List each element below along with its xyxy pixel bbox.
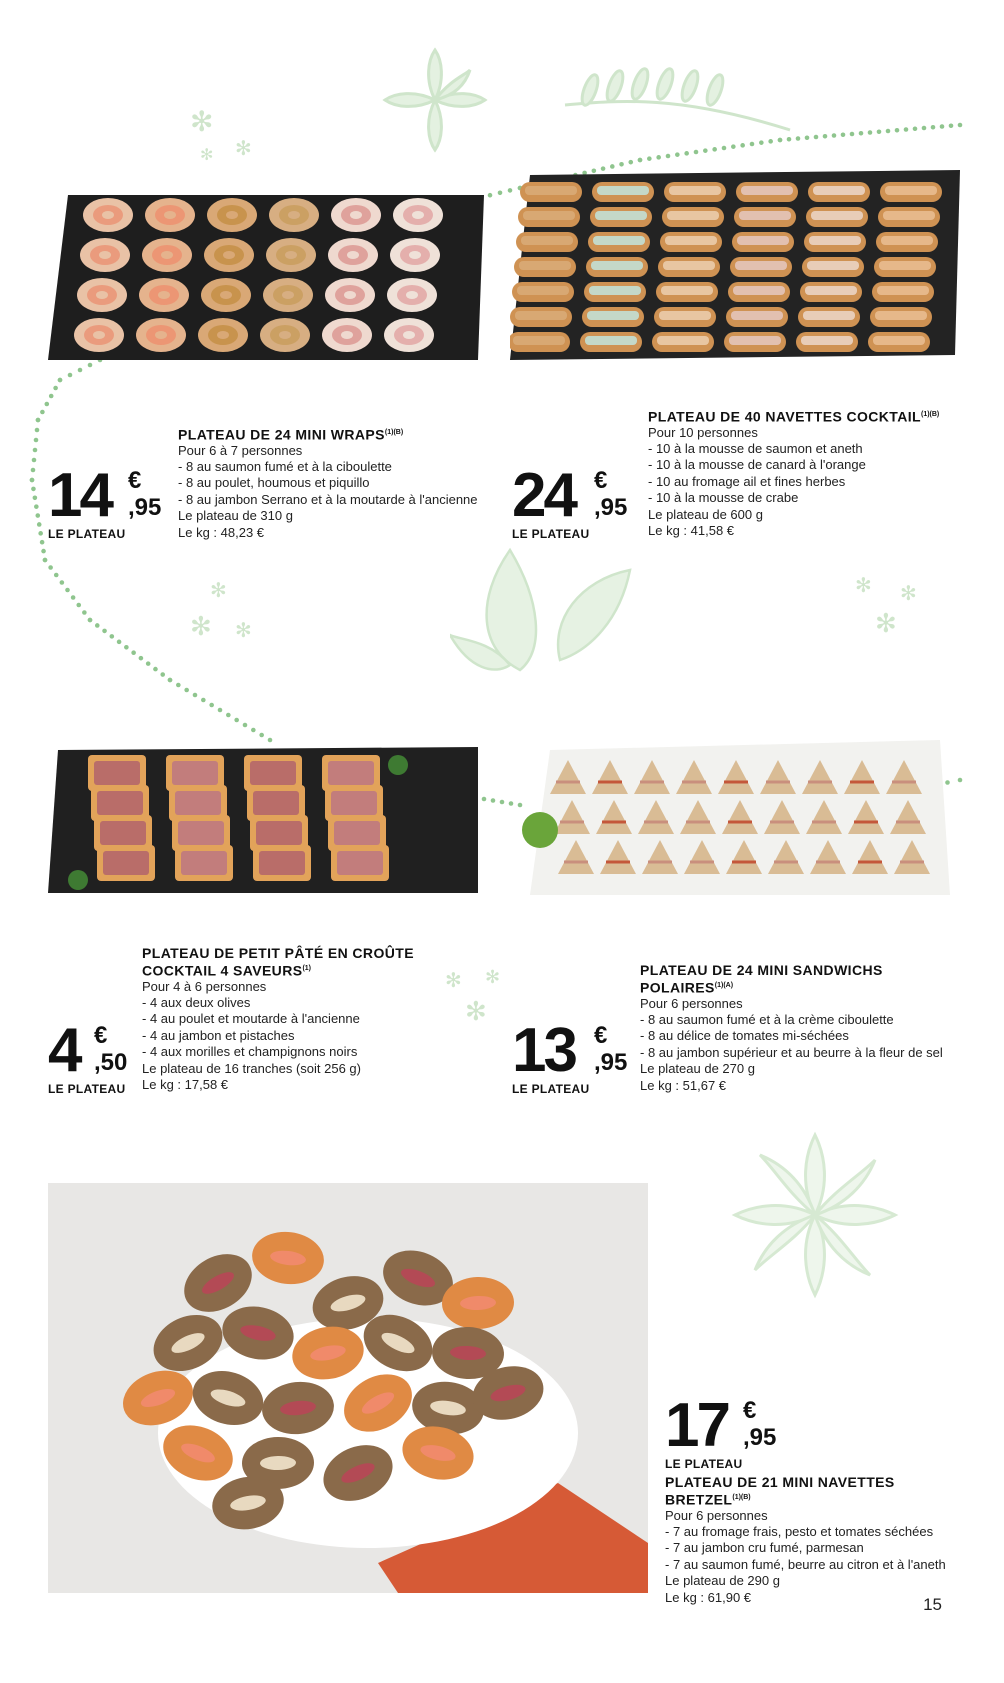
garland-dot [40,410,45,415]
garland-dot [184,688,189,693]
garland-dot [759,140,764,145]
pate-slice-filling [259,851,305,875]
garland-dot [41,549,46,554]
garland-dot [68,373,73,378]
navette-filling [585,336,637,345]
garland-dot [117,640,122,645]
navettes-bretzel-illustration [48,1183,648,1593]
garland-dot [201,698,206,703]
list-item: - 8 au jambon supérieur et au beurre à la fleur de sel [640,1045,970,1061]
product-note: (1)(A) [714,982,734,989]
navettes-bretzel-price [665,1391,795,1475]
garland-dot [34,438,39,443]
product-title [142,945,462,979]
navettes-bretzel-photo [48,1183,648,1593]
navette-filling [737,236,789,245]
price-currency: € [94,1022,108,1049]
svg-text:✻: ✻ [200,145,214,164]
product-serves: Pour 6 personnes [640,995,743,1011]
wrap-center [347,251,359,259]
list-item: - 8 au poulet, houmous et piquillo [178,475,498,491]
svg-text:✻: ✻ [900,581,917,605]
garland-dot [160,672,165,677]
navette-filling [595,211,647,220]
wrap-center [155,331,167,339]
svg-text:✻: ✻ [190,105,214,138]
product-price-kg: Le kg : 48,23 € [178,524,265,540]
pate-croute-illustration [48,745,478,895]
garland-dot [823,134,828,139]
pate-slice-filling [253,791,299,815]
garland-dot [54,573,59,578]
star-flowers-decor-1 [190,105,270,165]
pate-slice-filling [181,851,227,875]
garland-dot [259,733,264,738]
pate-croute-price [48,1016,143,1100]
list-item: - 4 au jambon et pistaches [142,1028,462,1044]
garland-dot [226,713,231,718]
garland-dot [146,661,151,666]
pate-croute-info [142,945,462,1094]
wrap-center [158,291,170,299]
navette-filling [513,336,565,345]
garland-dot [949,123,954,128]
mini-wraps-illustration [48,190,484,365]
navette-filling [593,236,645,245]
wrap-center [279,331,291,339]
list-item: - 10 à la mousse de saumon et aneth [648,441,968,457]
product-note: (1) [302,965,312,972]
navette-filling [587,311,639,320]
navette-filling [731,311,783,320]
mini-wraps-info [178,425,498,541]
garland-dot [850,132,855,137]
garland-dot [814,135,819,140]
navette-filling [811,211,863,220]
garland-dot [38,531,43,536]
navette-filling [739,211,791,220]
garland-dot [30,478,35,483]
star-flowers-decor-2 [190,575,270,645]
navette-filling [733,286,785,295]
garland-dot [131,650,136,655]
navette-filling [873,336,925,345]
svg-text:✻: ✻ [875,609,897,639]
svg-text:✻: ✻ [465,997,487,1027]
product-weight: Le plateau de 310 g [178,508,293,524]
navette-filling [659,311,711,320]
garland-dot [71,595,76,600]
navette-filling [523,211,575,220]
garland-dot [45,402,50,407]
price-integer: 4 [48,1016,80,1085]
pate-slice-filling [256,821,302,845]
garland-dot [32,458,37,463]
price-unit: LE PLATEAU [48,1082,126,1096]
garland-dot [498,191,503,196]
navettes-cocktail-illustration [510,160,960,360]
garland-dot [500,800,505,805]
garland-dot [656,155,661,160]
product-serves: Pour 6 à 7 personnes [178,442,303,458]
star-flowers-decor-3 [855,570,935,640]
list-item: - 4 au poulet et moutarde à l'ancienne [142,1011,462,1027]
flower-decor-top [380,45,490,155]
price-decimals: ,95 [594,1049,628,1076]
product-title-line1: PLATEAU DE 24 MINI SANDWICHS [640,962,883,978]
wrap-center [282,291,294,299]
garland-dot [110,634,115,639]
svg-text:✻: ✻ [445,968,462,992]
pate-slice-filling [175,791,221,815]
product-items [142,995,462,1061]
price-integer: 14 [48,461,111,530]
wrap-center [403,331,415,339]
pate-croute-photo [48,745,478,895]
product-title-line2: BRETZEL [665,1491,733,1508]
garland-dot [895,128,900,133]
price-currency: € [594,1022,608,1049]
garland-dot [712,147,717,152]
garland-dot [931,125,936,130]
navette-filling [807,261,859,270]
navettes-cocktail-price [512,461,642,545]
pate-slice-filling [103,851,149,875]
list-item: - 10 à la mousse de crabe [648,490,968,506]
garland-dot [58,378,63,383]
wrap-center [223,251,235,259]
product-price-kg: Le kg : 17,58 € [142,1077,229,1093]
mini-sandwichs-info [640,962,970,1094]
product-serves: Pour 10 personnes [648,424,758,440]
herb-garnish [68,870,88,890]
price-unit: LE PLATEAU [48,527,126,541]
product-items [178,459,498,508]
garland-dot [78,368,83,373]
product-weight: Le plateau de 290 g [665,1573,780,1589]
list-item: - 7 au saumon fumé, beurre au citron et à l'aneth [665,1557,985,1573]
navette-filling [519,261,571,270]
garland-dot [35,428,40,433]
pate-slice-filling [331,791,377,815]
pate-slice-filling [337,851,383,875]
branch-decor-top [560,60,800,140]
mini-sandwichs-price [512,1016,642,1100]
garland-dot [805,135,810,140]
wrap-center [285,251,297,259]
navette-filling [525,186,577,195]
garland-dot [176,683,181,688]
garland-dot [675,152,680,157]
mini-sandwichs-illustration [520,720,950,895]
product-title-text: PLATEAU DE 24 MINI WRAPS [178,426,385,443]
garland-dot [218,708,223,713]
wrap-center [344,291,356,299]
list-item: - 7 au jambon cru fumé, parmesan [665,1540,985,1556]
garland-dot [139,656,144,661]
navette-filling [667,211,719,220]
garland-dot [33,448,38,453]
price-integer: 17 [665,1391,728,1460]
garland-dot [940,124,945,129]
navette-filling [883,211,935,220]
wrap-center [96,291,108,299]
wrap-center [93,331,105,339]
garland-dot [832,133,837,138]
pate-slice-filling [334,821,380,845]
price-integer: 24 [512,461,575,530]
navette-filling [801,336,853,345]
garland-dot [36,418,41,423]
wrap-center [220,291,232,299]
garland-dot [841,132,846,137]
wrap-center [99,251,111,259]
product-title-line1: PLATEAU DE 21 MINI NAVETTES [665,1474,895,1490]
wrap-center [412,211,424,219]
list-item: - 8 au saumon fumé et à la crème ciboulette [640,1012,970,1028]
garland-dot [53,386,58,391]
navette-filling [881,236,933,245]
garland-dot [268,738,273,743]
navette-filling [657,336,709,345]
price-unit: LE PLATEAU [512,1082,590,1096]
wrap-center [102,211,114,219]
navette-filling [735,261,787,270]
wrap-center [341,331,353,339]
list-item: - 4 aux morilles et champignons noirs [142,1044,462,1060]
price-decimals: ,95 [128,494,162,521]
wrap-center [161,251,173,259]
garland-dot [868,130,873,135]
garland-dot [913,126,918,131]
product-serves: Pour 6 personnes [665,1507,768,1523]
garland-dot [509,801,514,806]
product-title-line2: COCKTAIL 4 SAVEURS [142,962,303,979]
navette-filling [591,261,643,270]
product-note: (1)(B) [920,411,940,418]
garland-dot [251,728,256,733]
navette-filling [803,311,855,320]
product-title-line2: POLAIRES [640,979,715,996]
navette-filling [875,311,927,320]
price-unit: LE PLATEAU [512,527,590,541]
list-item: - 10 à la mousse de canard à l'orange [648,457,968,473]
garland-dot [43,558,48,563]
garland-dot [49,394,54,399]
navette-filling [885,186,937,195]
price-decimals: ,50 [94,1049,128,1076]
navette-filling [589,286,641,295]
product-title [640,962,970,996]
product-title [178,425,498,443]
list-item: - 8 au délice de tomates mi-séchées [640,1028,970,1044]
list-item: - 4 aux deux olives [142,995,462,1011]
garland-dot [750,142,755,147]
navette-filling [729,336,781,345]
garland-dot [904,127,909,132]
product-title [648,407,968,425]
list-item: - 10 au fromage ail et fines herbes [648,474,968,490]
page-number: 15 [923,1595,942,1614]
product-weight: Le plateau de 600 g [648,506,763,522]
flower-decor-large [730,1130,900,1300]
svg-text:✻: ✻ [235,618,252,642]
garland-dot [859,131,864,136]
product-note: (1)(B) [732,1494,751,1501]
product-items [648,441,968,507]
pate-slice-filling [172,761,218,785]
navette-filling [665,236,717,245]
product-title-line1: PLATEAU DE PETIT PÂTÉ EN CROÛTE [142,945,414,961]
garland-dot [31,487,36,492]
garland-dot [666,154,671,159]
pate-slice-filling [94,761,140,785]
wrap-center [226,211,238,219]
svg-text:✻: ✻ [210,578,227,602]
garland-dot [76,603,81,608]
garland-dot [722,146,727,151]
product-serves: Pour 4 à 6 personnes [142,978,267,994]
product-items [640,1012,970,1061]
product-price-kg: Le kg : 51,67 € [640,1077,727,1093]
garland-dot [60,580,65,585]
wrap-center [217,331,229,339]
price-currency: € [128,467,142,494]
list-item: - 8 au jambon Serrano et à la moutarde à l'ancienne [178,492,498,508]
price-decimals: ,95 [743,1424,777,1451]
navette-filling [521,236,573,245]
garland-dot [482,797,487,802]
wrap-center [288,211,300,219]
lettuce-garnish [522,812,558,848]
price-decimals: ,95 [594,494,628,521]
navette-filling [809,236,861,245]
navette-filling [597,186,649,195]
navette-filling [515,311,567,320]
navette-filling [741,186,793,195]
garland-dot [37,522,42,527]
price-integer: 13 [512,1016,575,1085]
svg-text:✻: ✻ [190,612,212,642]
garland-dot [102,629,107,634]
leaves-decor-middle [450,540,640,680]
garland-dot [31,468,36,473]
pate-slice-filling [100,821,146,845]
navette-filling [661,286,713,295]
wrap-center [164,211,176,219]
price-unit: LE PLATEAU [665,1457,743,1471]
herb-garnish [388,755,408,775]
garland-dot [95,623,100,628]
garland-dot [124,645,129,650]
garland-dot [88,618,93,623]
pate-slice-filling [178,821,224,845]
garland-dot [168,678,173,683]
product-price-kg: Le kg : 61,90 € [665,1589,752,1605]
garland-dot [40,540,45,545]
product-weight: Le plateau de 270 g [640,1061,755,1077]
garland-dot [703,148,708,153]
garland-dot [488,193,493,198]
garland-dot [922,126,927,131]
garland-dot [243,723,248,728]
list-item: - 8 au saumon fumé et à la ciboulette [178,459,498,475]
navette-filling [663,261,715,270]
price-currency: € [743,1397,757,1424]
product-title [665,1474,985,1508]
garland-dot [958,778,963,783]
pate-slice-filling [328,761,374,785]
wrap-center [406,291,418,299]
garland-dot [193,693,198,698]
navettes-bretzel-info [665,1474,985,1606]
wrap-center [350,211,362,219]
garland-dot [65,588,70,593]
navette-filling [877,286,929,295]
product-items [665,1524,985,1573]
list-item: - 7 au fromage frais, pesto et tomates séchées [665,1524,985,1540]
product-weight: Le plateau de 16 tranches (soit 256 g) [142,1060,361,1076]
garland-dot [740,143,745,148]
garland-dot [153,667,158,672]
garland-dot [35,513,40,518]
garland-dot [82,610,87,615]
garland-dot [877,129,882,134]
garland-dot [234,718,239,723]
navettes-cocktail-info [648,407,968,540]
garland-dot [48,565,53,570]
garland-dot [886,129,891,134]
svg-text:✻: ✻ [235,136,252,160]
navettes-cocktail-photo [510,160,960,360]
mini-wraps-photo [48,190,484,365]
svg-text:✻: ✻ [485,967,501,988]
garland-dot [694,150,699,155]
garland-dot [209,703,214,708]
price-currency: € [594,467,608,494]
navette-filling [813,186,865,195]
garland-dot [684,151,689,156]
garland-dot [491,798,496,803]
svg-text:✻: ✻ [855,573,872,597]
garland-dot [34,504,39,509]
navette-filling [805,286,857,295]
wrap-center [409,251,421,259]
navette-filling [517,286,569,295]
product-title-text: PLATEAU DE 40 NAVETTES COCKTAIL [648,408,921,425]
garland-dot [958,123,963,128]
pate-slice-filling [97,791,143,815]
mini-sandwichs-photo [520,720,950,895]
mini-wraps-price [48,461,168,545]
pate-slice-filling [250,761,296,785]
garland-dot [731,144,736,149]
garland-dot [33,495,38,500]
product-price-kg: Le kg : 41,58 € [648,523,735,539]
navette-filling [879,261,931,270]
product-note: (1)(B) [384,429,404,436]
navette-filling [669,186,721,195]
